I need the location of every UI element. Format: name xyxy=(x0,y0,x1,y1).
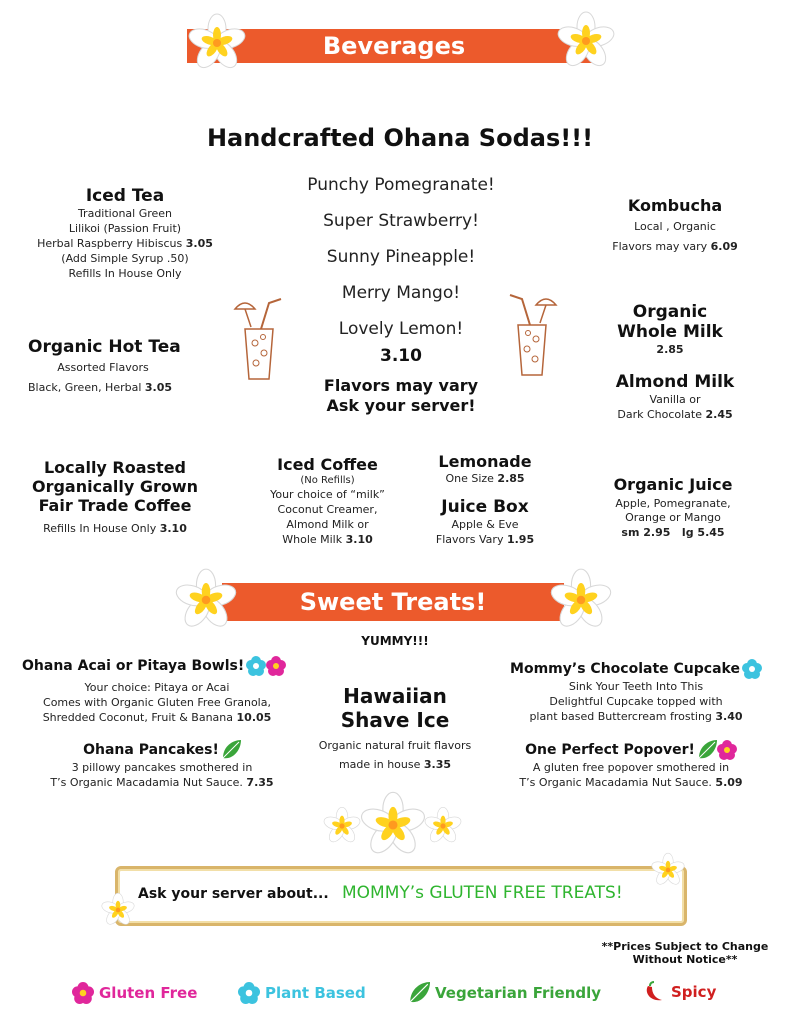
beverages-banner xyxy=(187,29,601,63)
plumeria-flower-icon xyxy=(650,852,686,888)
cupcake-line: Sink Your Teeth Into This xyxy=(568,680,704,693)
juice-box-price: 1.95 xyxy=(506,533,535,546)
acai-section xyxy=(22,656,312,725)
iced-coffee-section xyxy=(250,455,405,547)
popover-section xyxy=(496,740,766,790)
whole-milk-title: Whole Milk xyxy=(617,322,723,342)
hibiscus-pink-icon xyxy=(266,656,286,676)
popover-price: 5.09 xyxy=(715,776,743,789)
juice-line: Orange or Mango xyxy=(625,511,721,524)
plumeria-flower-icon xyxy=(358,790,428,860)
hot-tea-line: Black, Green, Herbal 3.05 xyxy=(28,381,173,394)
cupcake-price: 3.40 xyxy=(715,710,743,723)
soda-flavor: Sunny Pineapple! xyxy=(326,247,476,267)
soda-price: 3.10 xyxy=(380,346,422,366)
pancakes-line: 3 pillowy pancakes smothered in xyxy=(71,761,253,774)
kombucha-price: 6.09 xyxy=(710,240,738,253)
beverages-banner-title: Beverages xyxy=(322,32,466,60)
sodas-title: Handcrafted Ohana Sodas!!! xyxy=(206,124,594,152)
iced-coffee-title: Iced Coffee xyxy=(277,455,378,474)
plumeria-flower-icon xyxy=(100,892,136,928)
plumeria-flower-icon xyxy=(186,12,248,74)
plumeria-flower-icon xyxy=(322,806,362,846)
shave-ice-line: made in house 3.35 xyxy=(338,758,452,771)
cupcake-line: plant based Buttercream frosting 3.40 xyxy=(529,710,743,723)
popover-line: A gluten free popover smothered in xyxy=(532,761,730,774)
kombucha-title: Kombucha xyxy=(627,196,723,215)
callout-ask: Ask your server about... xyxy=(138,886,329,902)
shave-ice-title: Shave Ice xyxy=(340,708,450,732)
hot-tea-line: Assorted Flavors xyxy=(57,361,149,374)
gluten-free-callout xyxy=(115,866,687,926)
popover-title: One Perfect Popover! xyxy=(496,740,766,760)
price-disclaimer xyxy=(590,940,780,966)
disclaimer-line: Without Notice** xyxy=(632,953,738,966)
iced-tea-line: Refills In House Only xyxy=(68,267,182,280)
juice-box-section xyxy=(420,497,550,547)
iced-tea-price: 3.05 xyxy=(185,237,213,250)
iced-tea-line: Traditional Green xyxy=(77,207,173,220)
hot-tea-price: 3.05 xyxy=(144,381,173,394)
iced-coffee-price: 3.10 xyxy=(345,533,373,546)
almond-milk-section xyxy=(600,372,750,422)
lemonade-line: One Size 2.85 xyxy=(445,472,525,485)
juice-section xyxy=(598,475,748,540)
iced-coffee-line: Almond Milk or xyxy=(286,518,369,531)
pancakes-title: Ohana Pancakes! xyxy=(22,740,302,760)
legend-plant-based: Plant Based xyxy=(238,982,366,1004)
lemonade-price: 2.85 xyxy=(497,472,525,485)
plumeria-flower-icon xyxy=(555,10,617,72)
yummy-text: YUMMY!!! xyxy=(361,634,429,648)
chili-pepper-icon xyxy=(642,980,666,1004)
hot-tea-section xyxy=(28,337,228,395)
coffee-title: Organically Grown xyxy=(31,477,199,496)
almond-milk-price: 2.45 xyxy=(705,408,733,421)
plumeria-flower-icon xyxy=(548,567,614,633)
legend-gluten-free: Gluten Free xyxy=(72,982,197,1004)
hibiscus-blue-icon xyxy=(246,656,266,676)
iced-coffee-line: Whole Milk 3.10 xyxy=(282,533,373,546)
iced-tea-line: Lilikoi (Passion Fruit) xyxy=(68,222,182,235)
juice-line: Apple, Pomegranate, xyxy=(615,497,731,510)
leaf-icon xyxy=(697,740,717,760)
leaf-icon xyxy=(408,982,430,1004)
soda-cup-icon xyxy=(224,294,294,394)
iced-tea-line: (Add Simple Syrup .50) xyxy=(61,252,189,265)
soda-flavor: Lovely Lemon! xyxy=(338,319,464,339)
soda-note: Flavors may vary xyxy=(323,376,479,395)
kombucha-line: Flavors may vary 6.09 xyxy=(612,240,738,253)
pancakes-section xyxy=(22,740,302,790)
almond-milk-line: Dark Chocolate 2.45 xyxy=(617,408,733,421)
coffee-title: Fair Trade Coffee xyxy=(38,496,192,515)
whole-milk-section xyxy=(600,302,740,357)
juice-title: Organic Juice xyxy=(613,475,733,494)
legend-vegetarian: Vegetarian Friendly xyxy=(408,982,601,1004)
plumeria-flower-icon xyxy=(173,567,239,633)
cupcake-line: Delightful Cupcake topped with xyxy=(549,695,723,708)
iced-tea-section xyxy=(20,186,230,281)
disclaimer-line: **Prices Subject to Change xyxy=(601,940,769,953)
whole-milk-price: 2.85 xyxy=(656,343,684,356)
hibiscus-pink-icon xyxy=(717,740,737,760)
soda-flavor: Merry Mango! xyxy=(341,283,461,303)
acai-line: Comes with Organic Gluten Free Granola, xyxy=(43,696,271,709)
coffee-line: Refills In House Only 3.10 xyxy=(43,522,187,535)
kombucha-section xyxy=(590,196,760,254)
iced-tea-line: Herbal Raspberry Hibiscus 3.05 xyxy=(37,237,213,250)
juice-box-line: Apple & Eve xyxy=(451,518,519,531)
acai-price: 10.05 xyxy=(236,711,272,724)
juice-box-title: Juice Box xyxy=(441,497,529,517)
soda-note: Ask your server! xyxy=(326,396,476,415)
shave-ice-section xyxy=(300,684,490,772)
coffee-title: Locally Roasted xyxy=(43,458,187,477)
cupcake-title: Mommy’s Chocolate Cupcake xyxy=(496,659,776,679)
popover-line: T’s Organic Macadamia Nut Sauce. 5.09 xyxy=(519,776,743,789)
iced-coffee-line: Coconut Creamer, xyxy=(277,503,378,516)
pancakes-price: 7.35 xyxy=(246,776,274,789)
almond-milk-line: Vanilla or xyxy=(649,393,701,406)
acai-title: Ohana Acai or Pitaya Bowls! xyxy=(22,656,312,676)
soda-flavor: Punchy Pomegranate! xyxy=(307,175,495,195)
shave-ice-line: Organic natural fruit flavors xyxy=(318,739,472,752)
iced-coffee-line: (No Refills) xyxy=(300,475,355,486)
hibiscus-pink-icon xyxy=(72,982,94,1004)
juice-prices: sm 2.95 lg 5.45 xyxy=(621,526,725,539)
coffee-price: 3.10 xyxy=(159,522,187,535)
iced-tea-title: Iced Tea xyxy=(85,186,165,206)
soda-flavor: Super Strawberry! xyxy=(323,211,479,231)
cupcake-section xyxy=(496,659,776,724)
kombucha-line: Local , Organic xyxy=(634,220,716,233)
soda-flavor-list xyxy=(270,172,532,416)
coffee-section xyxy=(20,458,210,536)
leaf-icon xyxy=(221,740,241,760)
iced-coffee-line: Your choice of “milk” xyxy=(270,488,385,501)
acai-line: Your choice: Pitaya or Acai xyxy=(84,681,230,694)
almond-milk-title: Almond Milk xyxy=(615,372,735,392)
legend-spicy: Spicy xyxy=(642,980,716,1004)
hibiscus-blue-icon xyxy=(238,982,260,1004)
lemonade-section xyxy=(425,452,545,486)
lemonade-title: Lemonade xyxy=(438,452,532,471)
shave-ice-price: 3.35 xyxy=(423,758,452,771)
hibiscus-blue-icon xyxy=(742,659,762,679)
callout-highlight: MOMMY’s GLUTEN FREE TREATS! xyxy=(342,883,623,903)
pancakes-line: T’s Organic Macadamia Nut Sauce. 7.35 xyxy=(50,776,274,789)
soda-cup-icon xyxy=(497,290,567,390)
juice-box-line: Flavors Vary 1.95 xyxy=(435,533,535,546)
hot-tea-title: Organic Hot Tea xyxy=(28,337,181,357)
shave-ice-title: Hawaiian xyxy=(343,684,447,708)
plumeria-flower-icon xyxy=(423,806,463,846)
whole-milk-title: Organic xyxy=(632,302,708,322)
treats-banner xyxy=(222,583,564,621)
treats-banner-title: Sweet Treats! xyxy=(299,588,487,616)
acai-line: Shredded Coconut, Fruit & Banana 10.05 xyxy=(42,711,272,724)
